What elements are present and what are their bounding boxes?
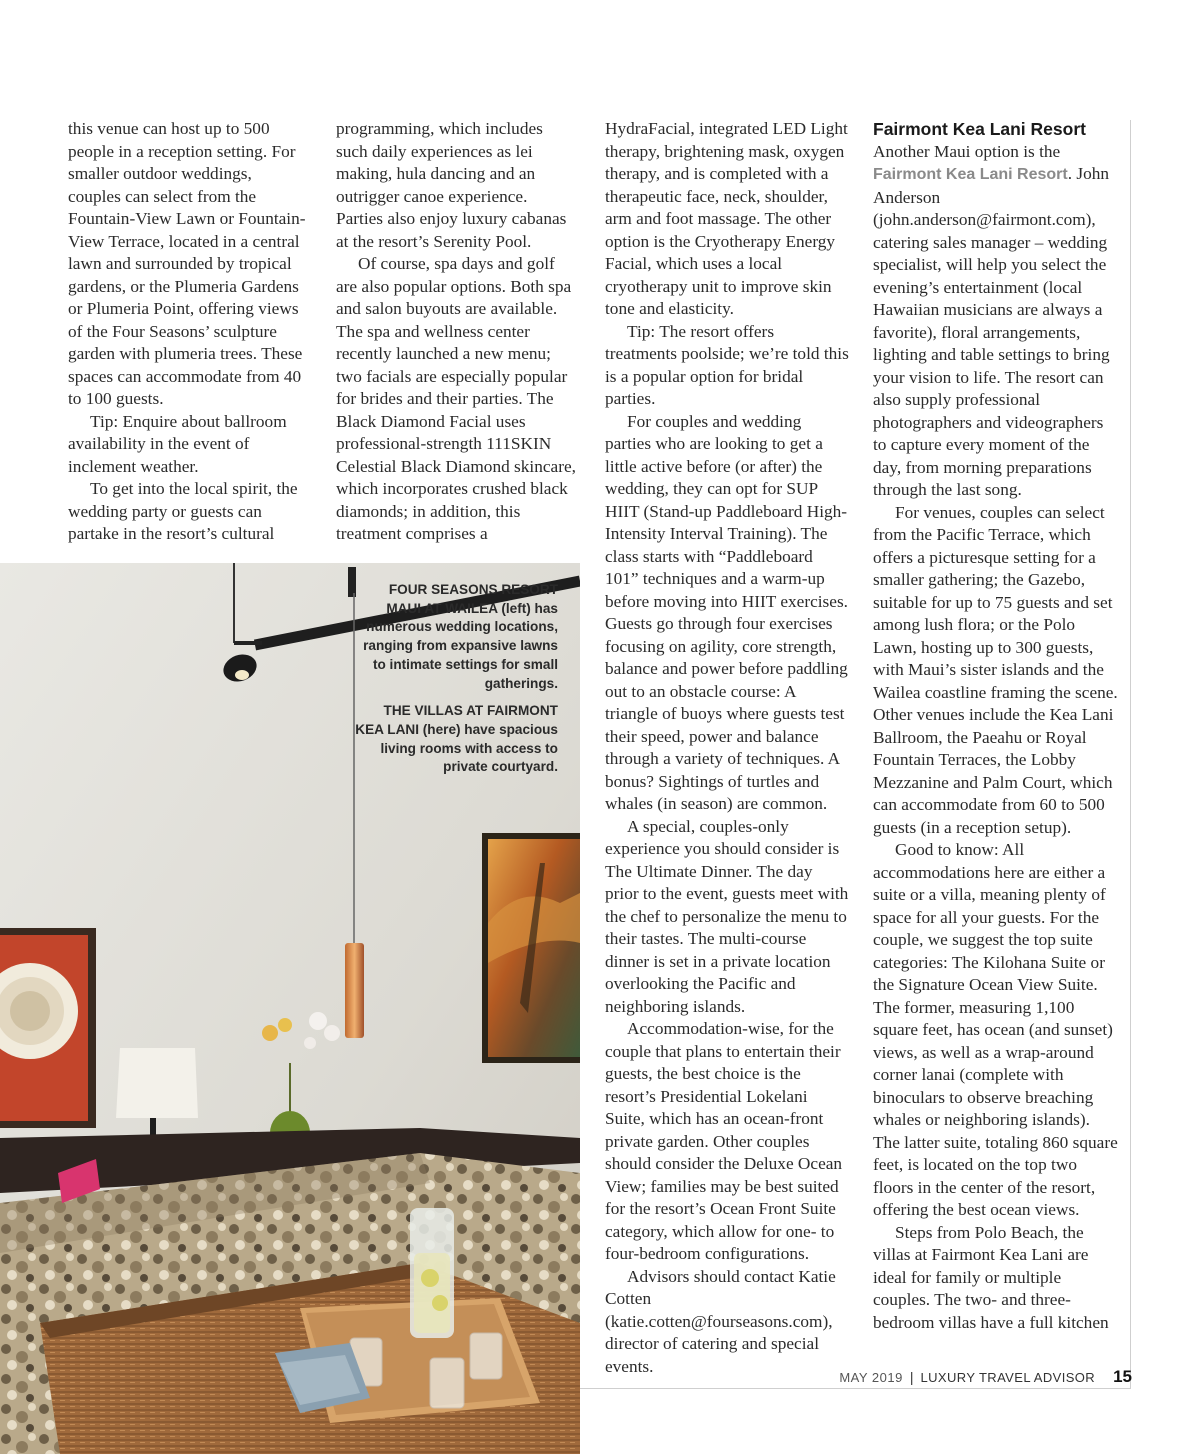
bottom-rule <box>580 1388 1131 1389</box>
resort-name-highlight: Fairmont Kea Lani Resort <box>873 166 1068 183</box>
section-heading: Fairmont Kea Lani Resort <box>873 119 1086 139</box>
issue-date: MAY 2019 <box>839 1370 903 1385</box>
column-divider <box>1130 120 1131 1388</box>
article-column-1 <box>68 118 308 546</box>
villa-living-room-photo <box>0 563 580 1454</box>
paragraph: Steps from Polo Beach, the villas at Fairmont Kea Lani are ideal for family or multiple couples. The two- and three-bedroom villas have a full kitchen <box>873 1222 1109 1332</box>
paragraph: Accommodation-wise, for the couple that plans to entertain their guests, the best choice is the resort’s Presidential Lokelani Suite, which has an ocean-front private garden. Other couples should consider the Deluxe Ocean View; families may be best suited for the resort’s Ocean Front Suite category, which allow for one- to four-bedroom configurations. <box>605 1019 843 1263</box>
paragraph: this venue can host up to 500 people in a reception setting. For smaller outdoor weddings, couples can select from the Fountain-View Lawn or Fountain-View Terrace, located in a central lawn and surrounded by tropical gardens, or the Plumeria Gardens or Plumeria Point, offering views of the Four Seasons’ sculpture garden with plumeria trees. These spaces can accommodate from 40 to 100 guests. <box>68 119 306 408</box>
footer-separator: | <box>909 1369 914 1385</box>
caption-four-seasons: FOUR SEASONS RESORT MAUI AT WAILEA (left) has numerous wedding locations, ranging from expansive lawns to intimate settings for small gatherings. <box>363 582 558 691</box>
paragraph: Tip: Enquire about ballroom availability in the event of inclement weather. <box>68 411 287 476</box>
article-column-4 <box>873 118 1118 1334</box>
photo-caption <box>353 581 558 786</box>
paragraph: HydraFacial, integrated LED Light therapy, brightening mask, oxygen therapy, and is completed with a therapeutic face, neck, shoulder, arm and foot massage. The other option is the Cryotherapy Energy Facial, which uses a local cryotherapy unit to improve skin tone and elasticity. <box>605 119 848 318</box>
paragraph: Tip: The resort offers treatments poolside; we’re told this is a popular option for bridal parties. <box>605 321 849 408</box>
article-column-2 <box>336 118 576 546</box>
paragraph: Good to know: All accommodations here are either a suite or a villa, meaning plenty of space for all your guests. For the couple, we suggest the top suite categories: The Kilohana Suite or the Signature Ocean View Suite. The former, measuring 1,100 square feet, has ocean (and sunset) views, as well as a wrap-around corner lanai (complete with binoculars to observe breaching whales or neighboring islands). The latter suite, totaling 860 square feet, is located on the top two floors in the center of the resort, offering the best ocean views. <box>873 840 1118 1219</box>
lead-text-continued: . John Anderson (john.anderson@fairmont.com), catering sales manager – wedding specialist, will help you select the evening’s entertainment (local Hawaiian musicians are always a favorite), floral arrangements, lighting and table settings to bring your vision to life. The resort can also supply professional photographers and videographers to capture every moment of the day, from morning preparations through the last song. <box>873 164 1110 499</box>
publication-name: LUXURY TRAVEL ADVISOR <box>920 1370 1096 1385</box>
paragraph <box>873 141 1118 502</box>
page-number: 15 <box>1113 1367 1132 1386</box>
paragraph: Of course, spa days and golf are also popular options. Both spa and salon buyouts are available. The spa and wellness center recently launched a new menu; two facials are especially popular for brides and their parties. The Black Diamond Facial uses professional-strength 111SKIN Celestial Black Diamond skincare, which incorporates crushed black diamonds; in addition, this treatment comprises a <box>336 254 576 543</box>
paragraph: For couples and wedding parties who are looking to get a little active before (or after) the wedding, they can opt for SUP HIIT (Stand-up Paddleboard High-Intensity Interval Training). The class starts with “Paddleboard 101” techniques and a warm-up before moving into HIIT exercises. Guests go through four exercises focusing on agility, core strength, balance and power before paddling out to an obstacle course: A triangle of buoys where guests test their speed, power and balance through a variety of techniques. A bonus? Sightings of turtles and whales (in season) are common. <box>605 411 848 813</box>
paragraph: For venues, couples can select from the Pacific Terrace, which offers a picturesque setting for a smaller gathering; the Gazebo, suitable for up to 75 guests and set among lush flora; or the Polo Lawn, hosting up to 300 guests, with Maui’s sister islands and the Wailea coastline framing the scene. Other venues include the Kea Lani Ballroom, the Paeahu or Royal Fountain Terraces, the Lobby Mezzanine and Palm Court, which can accommodate from 60 to 500 guests (in a reception setup). <box>873 502 1118 837</box>
article-column-3 <box>605 118 850 1378</box>
page-footer <box>839 1367 1132 1387</box>
paragraph: To get into the local spirit, the wedding party or guests can partake in the resort’s cultural <box>68 479 298 543</box>
paragraph: Advisors should contact Katie Cotten (katie.cotten@fourseasons.com), director of catering and special events. <box>605 1266 836 1376</box>
caption-fairmont-villas: THE VILLAS AT FAIRMONT KEA LANI (here) have spacious living rooms with access to private courtyard. <box>355 703 558 775</box>
paragraph: programming, which includes such daily experiences as lei making, hula dancing and an outrigger canoe experience. Parties also enjoy luxury cabanas at the resort’s Serenity Pool. <box>336 119 567 251</box>
paragraph: A special, couples-only experience you should consider is The Ultimate Dinner. The day prior to the event, guests meet with the chef to personalize the menu to their tastes. The multi-course dinner is set in a private location overlooking the Pacific and neighboring islands. <box>605 816 849 1016</box>
lead-text: Another Maui option is the <box>873 141 1061 161</box>
